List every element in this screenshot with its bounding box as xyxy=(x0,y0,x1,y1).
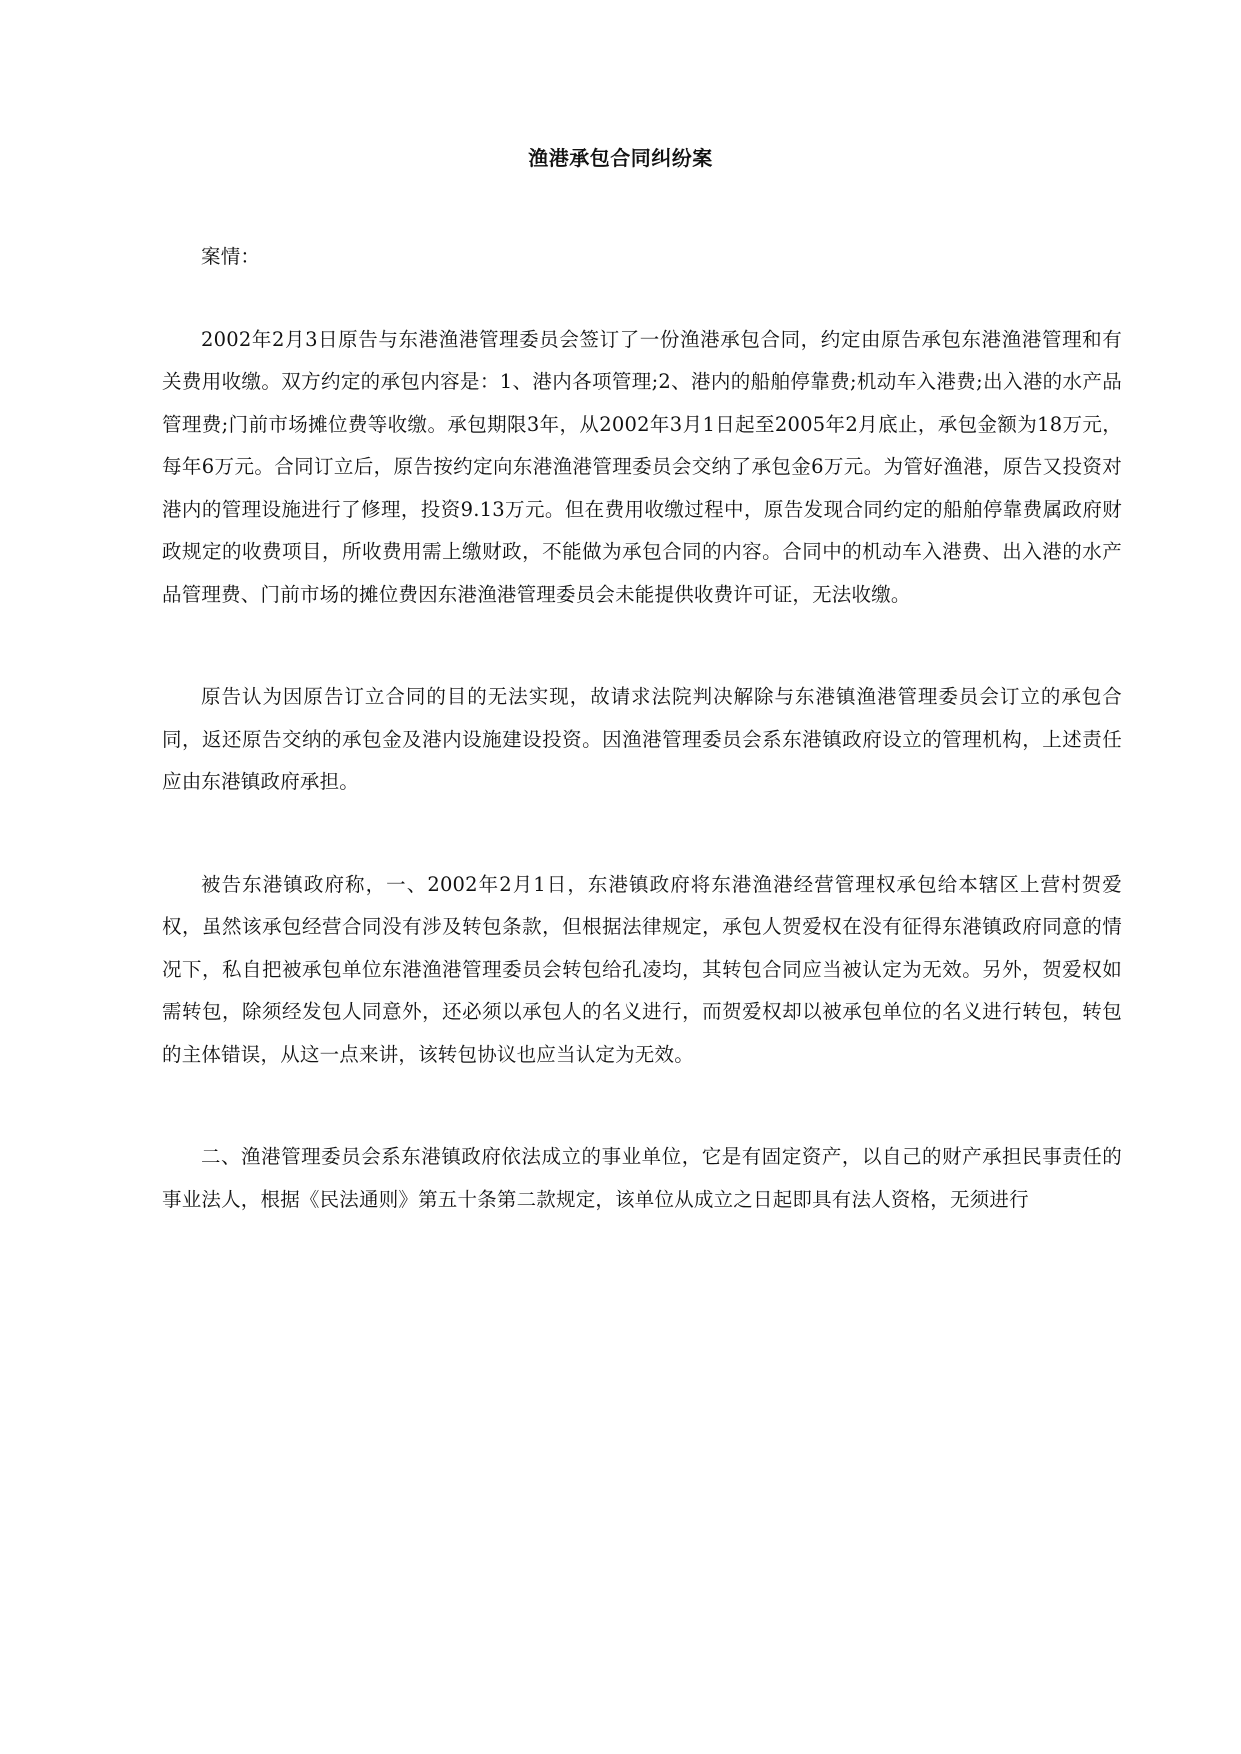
paragraph-defendant-argument-1: 被告东港镇政府称，一、2002年2月1日，东港镇政府将东港渔港经营管理权承包给本辖区上营村贺爱权，虽然该承包经营合同没有涉及转包条款，但根据法律规定，承包人贺爱权在没有征得东港镇政府同意的情况下，私自把被承包单位东港渔港管理委员会转包给孔凌均，其转包合同应当被认定为无效。另外，贺爱权如需转包，除须经发包人同意外，还必须以承包人的名义进行，而贺爱权却以被承包单位的名义进行转包，转包的主体错误，从这一点来讲，该转包协议也应当认定为无效。 xyxy=(162,872,1122,1066)
document-body xyxy=(162,236,1122,1281)
paragraph-defendant-argument-2: 二、渔港管理委员会系东港镇政府依法成立的事业单位，它是有固定资产，以自己的财产承担民事责任的事业法人，根据《民法通则》第五十条第二款规定，该单位从成立之日起即具有法人资格，无须进行 xyxy=(162,1145,1122,1211)
section-heading-case: 案情： xyxy=(201,245,261,268)
paragraph-facts: 2002年2月3日原告与东港渔港管理委员会签订了一份渔港承包合同，约定由原告承包东港渔港管理和有关费用收缴。双方约定的承包内容是：1、港内各项管理;2、港内的船舶停靠费;机动车入港费;出入港的水产品管理费;门前市场摊位费等收缴。承包期限3年，从2002年3月1日起至2005年2月底止，承包金额为18万元，每年6万元。合同订立后，原告按约定向东港渔港管理委员会交纳了承包金6万元。为管好渔港，原告又投资对港内的管理设施进行了修理，投资9.13万元。但在费用收缴过程中，原告发现合同约定的船舶停靠费属政府财政规定的收费项目，所收费用需上缴财政，不能做为承包合同的内容。合同中的机动车入港费、出入港的水产品管理费、门前市场的摊位费因东港渔港管理委员会未能提供收费许可证，无法收缴。 xyxy=(162,327,1122,606)
document-title: 渔港承包合同纠纷案 xyxy=(528,146,713,170)
paragraph-plaintiff-claim: 原告认为因原告订立合同的目的无法实现，故请求法院判决解除与东港镇渔港管理委员会订立的承包合同，返还原告交纳的承包金及港内设施建设投资。因渔港管理委员会系东港镇政府设立的管理机构，上述责任应由东港镇政府承担。 xyxy=(162,685,1122,793)
